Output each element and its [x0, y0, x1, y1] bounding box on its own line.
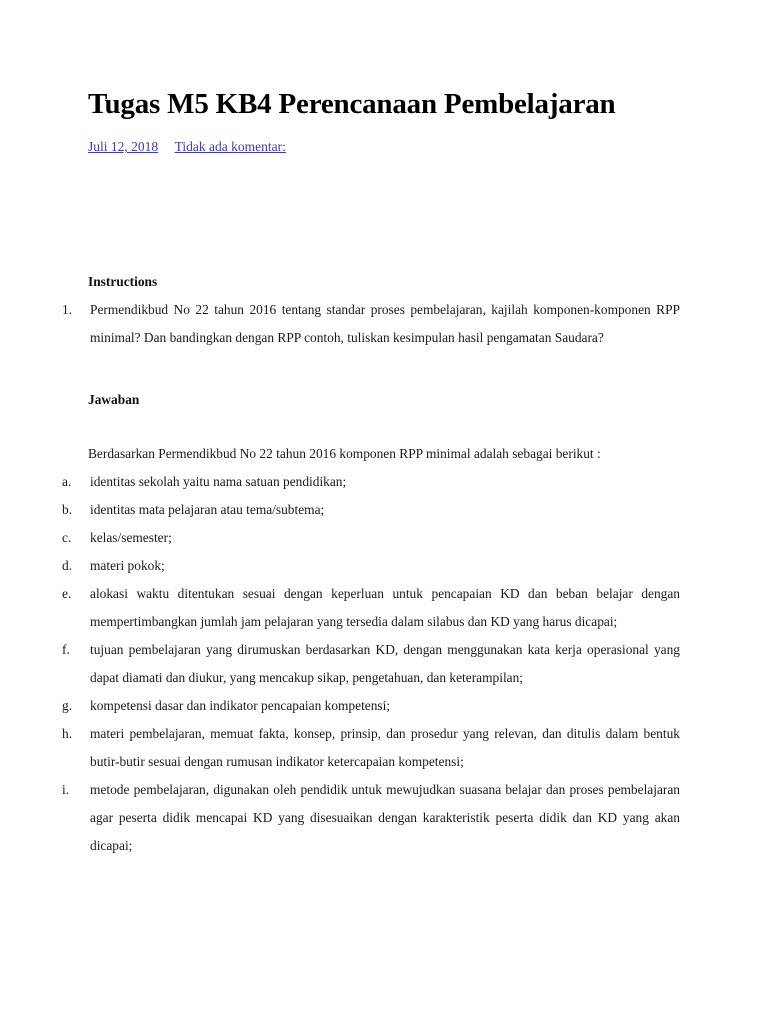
list-item-text: materi pembelajaran, memuat fakta, konsep, prinsip, dan prosedur yang relevan, dan ditulis dalam bentuk butir-butir sesuai dengan rumusan indikator ketercapaian kompetensi; — [90, 726, 680, 769]
heading-jawaban: Jawaban — [88, 392, 140, 407]
list-item-text: alokasi waktu ditentukan sesuai dengan keperluan untuk pencapaian KD dan beban belajar dengan mempertimbangkan jumlah jam pelajaran yang tersedia dalam silabus dan KD yang harus dicapai; — [90, 586, 680, 629]
list-item-text: kompetensi dasar dan indikator pencapaian kompetensi; — [90, 698, 391, 713]
list-marker: c. — [62, 530, 72, 545]
list-item — [62, 296, 680, 352]
list-item-text: identitas mata pelajaran atau tema/subtema; — [90, 502, 325, 517]
list-item-text: tujuan pembelajaran yang dirumuskan berdasarkan KD, dengan menggunakan kata kerja operasional yang dapat diamati dan diukur, yang mencakup sikap, pengetahuan, dan keterampilan; — [90, 642, 680, 685]
post-date-link[interactable]: Juli 12, 2018 — [88, 139, 159, 155]
list-item — [62, 580, 680, 636]
paragraph-spacer — [62, 414, 680, 440]
list-marker: g. — [62, 698, 73, 713]
list-item — [62, 468, 680, 496]
list-marker: b. — [62, 502, 73, 517]
list-item — [62, 720, 680, 776]
list-item-text: metode pembelajaran, digunakan oleh pendidik untuk mewujudkan suasana belajar dan proses pembelajaran agar peserta didik mencapai KD yang disesuaikan dengan karakteristik peserta didik dan KD yang akan dicapai; — [90, 782, 680, 853]
list-marker: i. — [62, 782, 70, 797]
post-body — [62, 268, 680, 860]
list-marker: d. — [62, 558, 73, 573]
list-item-text: Permendikbud No 22 tahun 2016 tentang standar proses pembelajaran, kajilah komponen-komponen RPP minimal? Dan bandingkan dengan RPP contoh, tuliskan kesimpulan hasil pengamatan Saudara? — [90, 302, 680, 345]
post-comments-link[interactable]: Tidak ada komentar: — [174, 139, 286, 155]
list-item — [62, 636, 680, 692]
list-item-text: materi pokok; — [90, 558, 165, 573]
post-meta — [88, 139, 688, 155]
list-item — [62, 692, 680, 720]
list-item — [62, 552, 680, 580]
list-marker: a. — [62, 474, 72, 489]
list-marker: h. — [62, 726, 73, 741]
list-item — [62, 776, 680, 860]
list-marker: e. — [62, 586, 72, 601]
list-item — [62, 524, 680, 552]
list-item-text: kelas/semester; — [90, 530, 172, 545]
list-marker: 1. — [62, 302, 73, 317]
jawaban-intro-paragraph: Berdasarkan Permendikbud No 22 tahun 2016 komponen RPP minimal adalah sebagai berikut : — [88, 446, 601, 461]
post-header — [88, 86, 688, 155]
heading-instructions: Instructions — [88, 274, 158, 289]
list-item — [62, 496, 680, 524]
list-item-text: identitas sekolah yaitu nama satuan pendidikan; — [90, 474, 347, 489]
list-marker: f. — [62, 642, 70, 657]
section-spacer — [62, 352, 680, 386]
page-title: Tugas M5 KB4 Perencanaan Pembelajaran — [88, 88, 616, 120]
